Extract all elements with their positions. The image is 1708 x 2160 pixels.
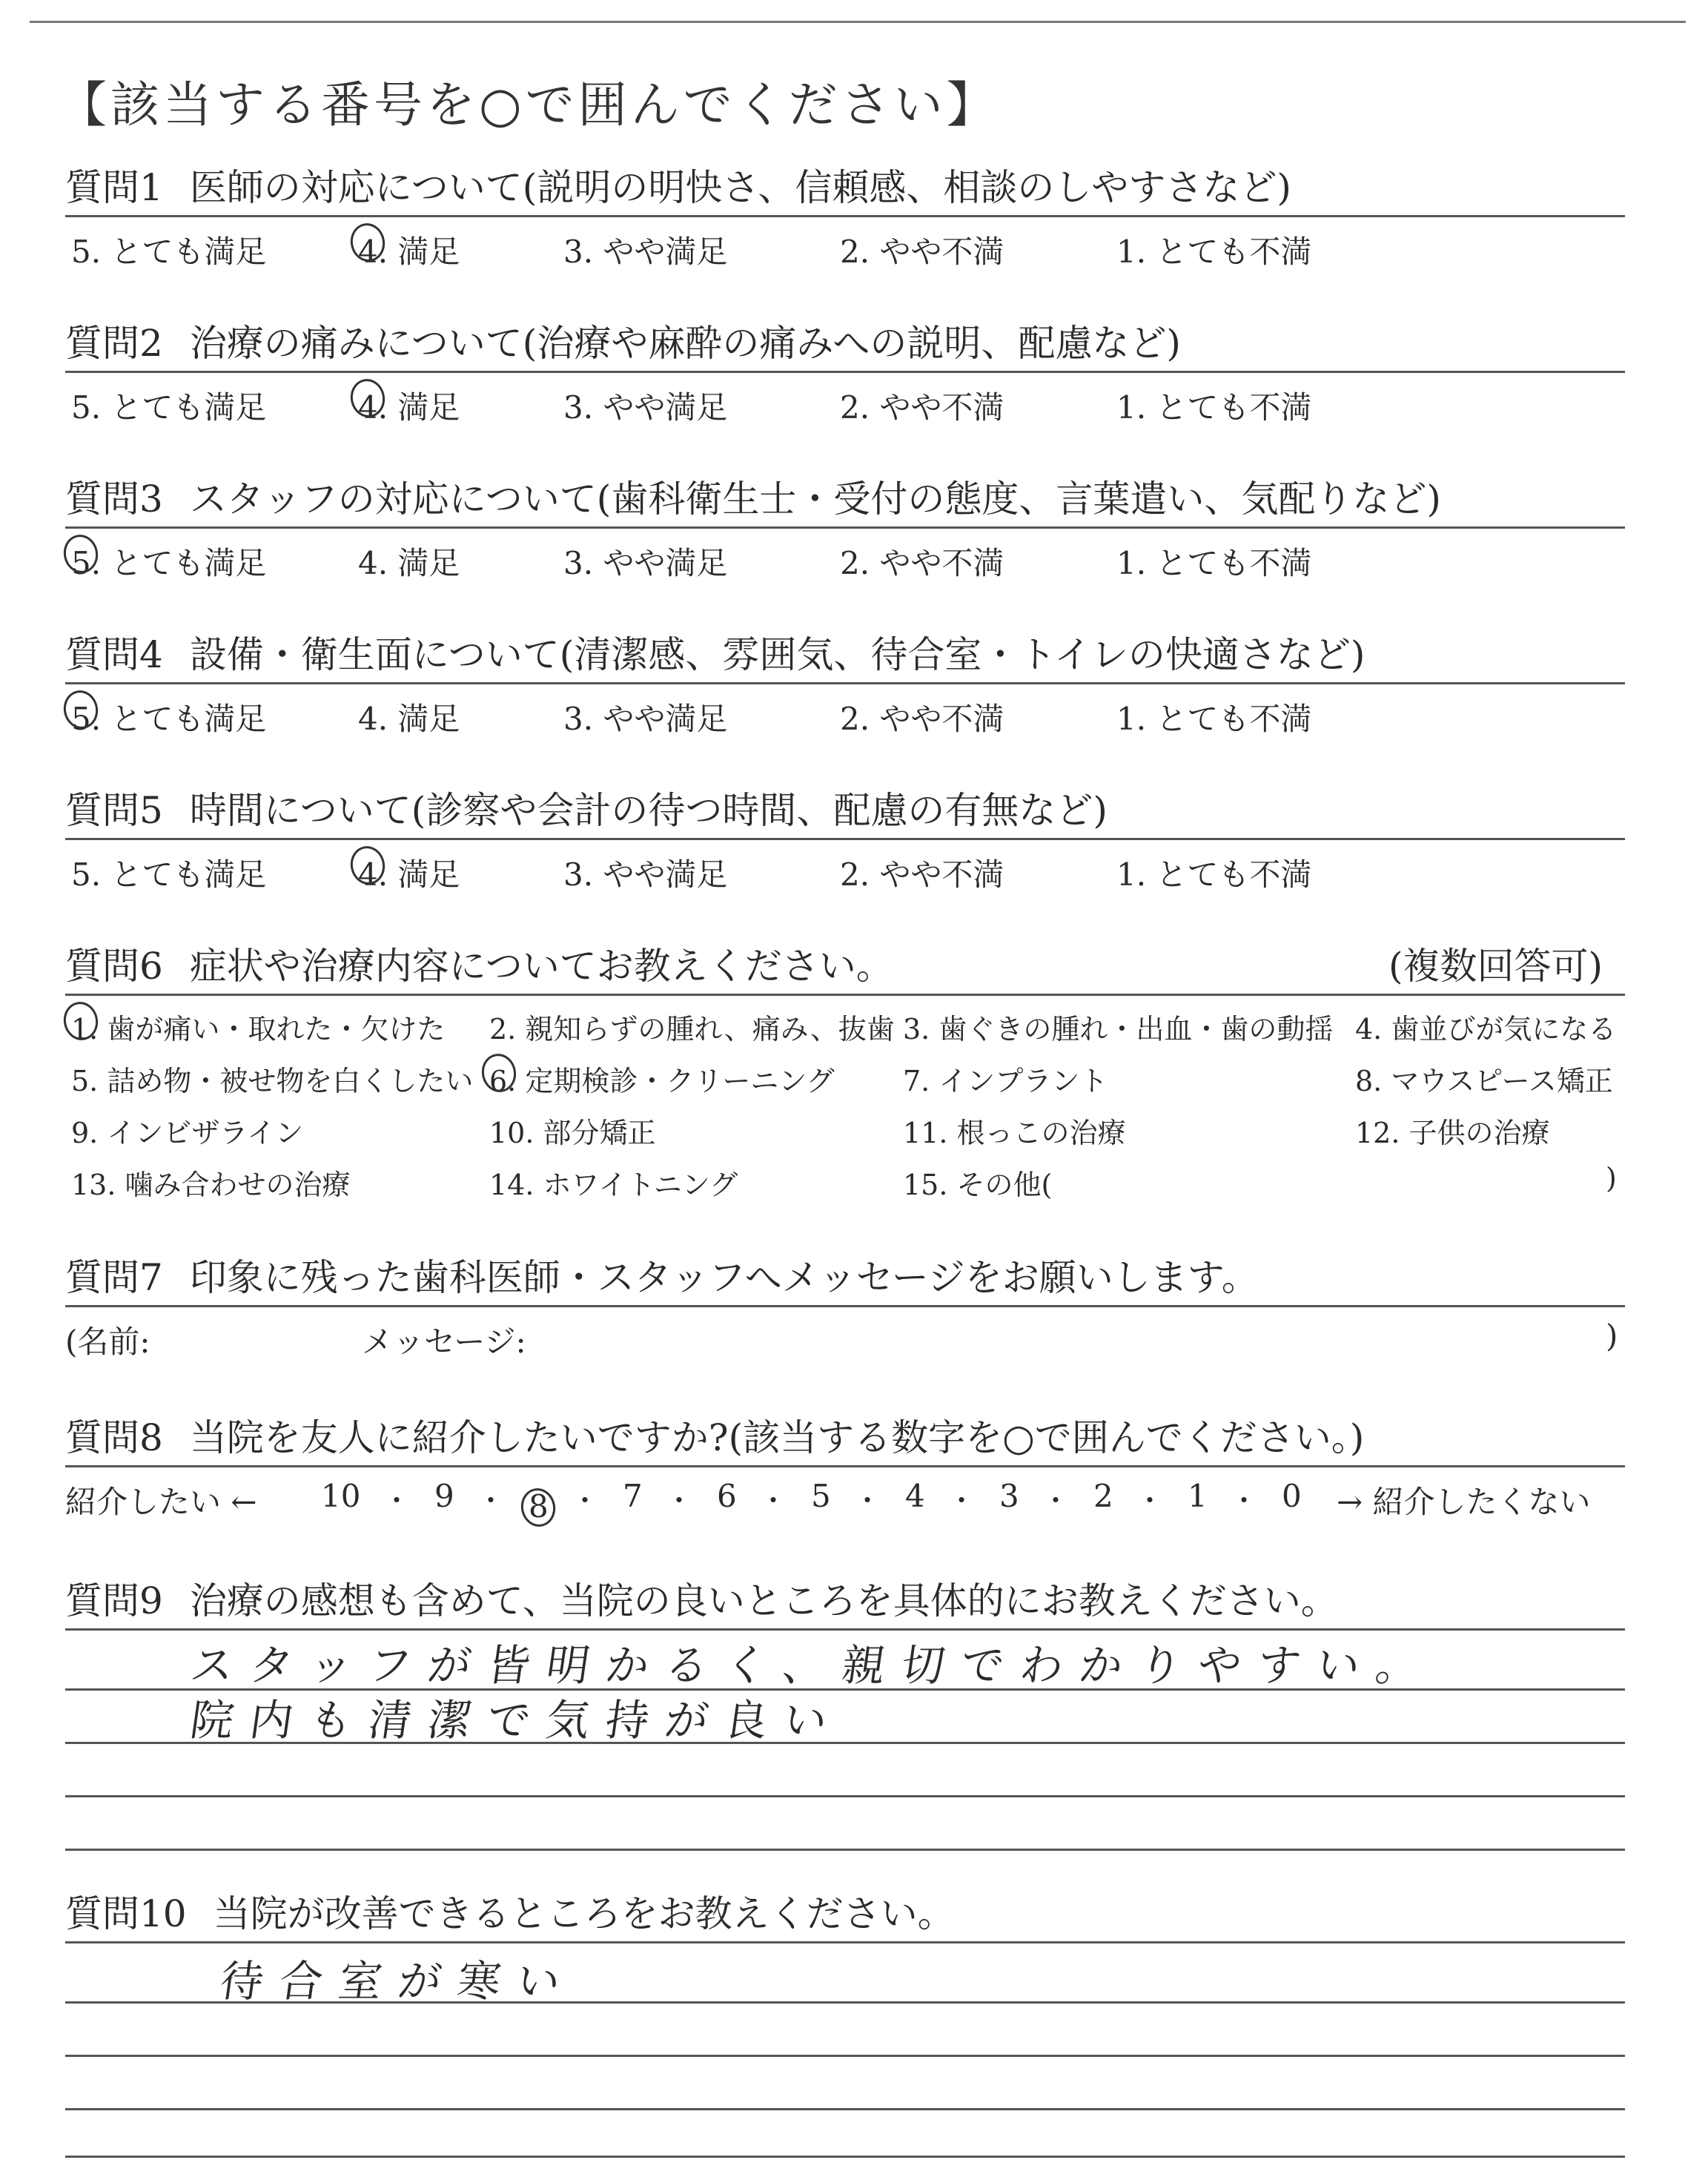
name-label: (名前: [65,1324,150,1360]
question-number: 質問3 [65,478,163,521]
question-4 [65,632,1625,737]
multiple-answer-note: (複数回答可) [1388,945,1603,988]
question-7 [65,1255,1625,1360]
top-border [30,21,1686,23]
handwritten-answer-line-1: 待合室が寒い [216,1956,580,2007]
question-number: 質問8 [65,1416,163,1459]
handwritten-answer-line-2: 院内も清潔で気持が良い [187,1695,847,1745]
question-5 [65,787,1625,893]
separator-dot: ・ [477,1484,506,1517]
score-1[interactable]: 1 [1188,1478,1208,1514]
rating-option-2[interactable]: 2. やや不満 [840,856,1004,893]
question-2 [65,320,1625,426]
question-number: 質問6 [65,945,163,988]
question-text: 当院が改善できるところをお教えください。 [213,1892,955,1935]
rating-option-2[interactable]: 2. やや不満 [840,389,1004,426]
message-close-paren: ) [1606,1318,1618,1354]
instruction-header: 【該当する番号を○で囲んでください】 [58,76,999,133]
rating-option-1[interactable]: 1. とても不満 [1116,701,1312,737]
symptom-option-2[interactable]: 2. 親知らずの腫れ、痛み、抜歯 [489,1013,895,1046]
writing-line [65,2001,1625,2004]
message-label: メッセージ: [362,1324,526,1360]
other-close-paren: ) [1606,1162,1617,1195]
separator-dot: ・ [947,1484,976,1517]
separator-dot: ・ [853,1484,882,1517]
question-9 [65,1578,1625,1745]
question-text: 医師の対応について(説明の明快さ、信頼感、相談のしやすさなど) [189,166,1291,209]
rating-option-3[interactable]: 3. やや満足 [563,234,728,270]
symptom-option-6[interactable]: 6. 定期検診・クリーニング [489,1058,835,1099]
rating-option-3[interactable]: 3. やや満足 [563,389,728,426]
question-3 [65,476,1625,581]
symptom-option-9[interactable]: 9. インビザライン [71,1117,304,1149]
writing-line [65,2055,1625,2057]
writing-line [65,1742,1625,1744]
symptom-option-1[interactable]: 1. 歯が痛い・取れた・欠けた [71,1006,445,1047]
score-5[interactable]: 5 [811,1478,831,1514]
rating-option-5[interactable]: 5. とても満足 [71,539,266,584]
score-2[interactable]: 2 [1093,1478,1113,1514]
writing-line [65,2156,1625,2158]
rating-option-1[interactable]: 1. とても不満 [1116,856,1312,893]
symptom-option-13[interactable]: 13. 噛み合わせの治療 [71,1169,351,1201]
handwritten-answer-line-1: スタッフが皆明かるく、親切でわかりやすい。 [187,1640,1439,1691]
rating-option-3[interactable]: 3. やや満足 [563,545,728,581]
rating-option-5[interactable]: 5. とても満足 [71,234,267,270]
score-10[interactable]: 10 [321,1478,361,1514]
score-0[interactable]: 0 [1282,1478,1302,1514]
symptom-option-12[interactable]: 12. 子供の治療 [1355,1117,1550,1149]
question-text: 印象に残った歯科医師・スタッフへメッセージをお願いします。 [189,1256,1259,1299]
recommend-label: 紹介したい ← [65,1484,257,1520]
rating-option-5[interactable]: 5. とても満足 [71,856,267,893]
symptom-option-15[interactable]: 15. その他( [903,1169,1053,1201]
rating-option-2[interactable]: 2. やや不満 [840,234,1004,270]
not-recommend-label: → 紹介したくない [1337,1484,1591,1520]
rating-option-5[interactable]: 5. とても満足 [71,389,267,426]
question-text: スタッフの対応について(歯科衛生士・受付の態度、言葉遣い、気配りなど) [189,478,1441,521]
rating-option-1[interactable]: 1. とても不満 [1116,389,1312,426]
symptom-option-11[interactable]: 11. 根っこの治療 [903,1117,1126,1149]
rating-option-5[interactable]: 5. とても満足 [71,695,266,739]
question-number: 質問1 [65,166,163,209]
question-number: 質問2 [65,322,163,365]
rating-option-4[interactable]: 4. 満足 [358,701,460,737]
symptom-option-8[interactable]: 8. マウスピース矯正 [1355,1065,1613,1097]
score-6[interactable]: 6 [717,1478,737,1514]
rating-option-3[interactable]: 3. やや満足 [563,856,728,893]
separator-dot: ・ [1042,1484,1070,1517]
separator-dot: ・ [383,1484,411,1517]
question-text: 症状や治療内容についてお教えください。 [189,945,893,988]
question-number: 質問9 [65,1579,163,1622]
rating-option-4[interactable]: 4. 満足 [358,545,460,581]
symptom-option-10[interactable]: 10. 部分矯正 [489,1117,656,1149]
question-10 [65,1891,1625,2007]
question-number: 質問5 [65,789,163,832]
score-3[interactable]: 3 [999,1478,1019,1514]
rating-option-4[interactable]: 4. 満足 [358,851,460,895]
score-9[interactable]: 9 [434,1478,454,1514]
question-number: 質問4 [65,633,163,676]
symptom-option-3[interactable]: 3. 歯ぐきの腫れ・出血・歯の動揺 [903,1013,1334,1046]
question-text: 治療の痛みについて(治療や麻酔の痛みへの説明、配慮など) [189,322,1181,365]
separator-dot: ・ [665,1484,694,1517]
question-6 [65,943,1625,1211]
rating-option-4[interactable]: 4. 満足 [358,383,460,428]
score-4[interactable]: 4 [905,1478,925,1514]
separator-dot: ・ [1230,1484,1259,1517]
rating-option-1[interactable]: 1. とても不満 [1116,545,1312,581]
question-text: 時間について(診察や会計の待つ時間、配慮の有無など) [189,789,1108,832]
question-text: 治療の感想も含めて、当院の良いところを具体的にお教えください。 [189,1579,1338,1622]
question-1 [65,165,1625,270]
question-text: 設備・衛生面について(清潔感、雰囲気、待合室・トイレの快適さなど) [189,633,1366,676]
symptom-option-14[interactable]: 14. ホワイトニング [489,1169,738,1201]
question-number: 質問7 [65,1256,163,1299]
rating-option-2[interactable]: 2. やや不満 [840,701,1004,737]
separator-dot: ・ [1136,1484,1165,1517]
separator-dot: ・ [759,1484,788,1517]
question-text: 当院を友人に紹介したいですか?(該当する数字を○で囲んでください。) [189,1416,1365,1459]
rating-option-4[interactable]: 4. 満足 [358,228,460,272]
symptom-option-4[interactable]: 4. 歯並びが気になる [1355,1013,1617,1046]
rating-option-3[interactable]: 3. やや満足 [563,701,728,737]
writing-line [65,1795,1625,1797]
question-number: 質問10 [65,1892,187,1935]
score-7[interactable]: 7 [623,1478,643,1514]
rating-option-1[interactable]: 1. とても不満 [1116,234,1312,270]
question-8: 質問8 当院を友人に紹介したいですか?(該当する数字を○で囲んでください。) 紹介したい ← 10 ・ 9 ・ 8 ・ 7 ・ 6 ・ 5 ・ 4 ・ 3 ・ 2 ・ 1 ・ 0 → 紹介したくない [65,1415,1625,1516]
symptom-option-7[interactable]: 7. インプラント [903,1065,1108,1097]
separator-dot: ・ [571,1484,600,1517]
symptom-option-5[interactable]: 5. 詰め物・被せ物を白くしたい [71,1065,474,1097]
rating-option-2[interactable]: 2. やや不満 [840,545,1004,581]
writing-line [65,1849,1625,1851]
writing-line [65,2108,1625,2110]
